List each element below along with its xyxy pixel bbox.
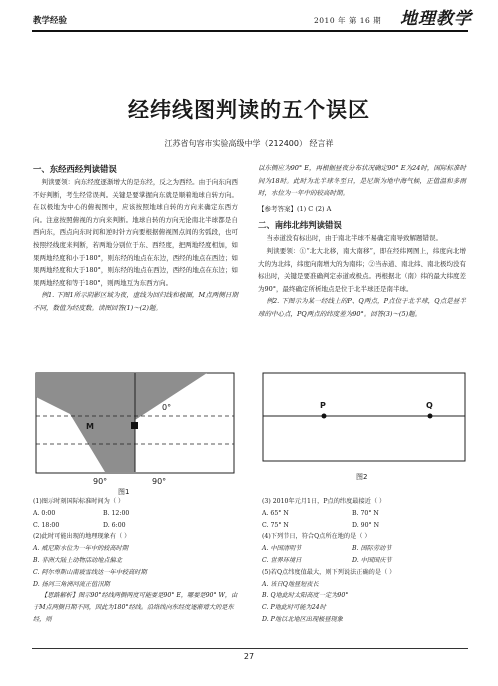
question-4-options-row-2 <box>262 555 468 567</box>
left-questions <box>33 496 238 626</box>
right-questions <box>262 496 468 626</box>
journal-brand-logo: 地理教学 <box>400 9 472 29</box>
question-3-options-row-1 <box>262 508 468 520</box>
paragraph-rules-2: 判读要领：①“北大北移，南大南移”，即在经纬网图上，纬度向北增大的为北纬，纬度向南增大的为南纬；②当赤道、南北纬、南北极均没有标出时，关键是要准确判定赤道或极点。再根据北（南）纬的最大纬度差为90°，最终确定所析地点是位于北半球还是南半球。 <box>258 246 466 293</box>
section-heading-1: 一、东经西经判读错误 <box>33 164 117 174</box>
q1-option-d: D. 6:00 <box>103 521 126 529</box>
q5-option-a: A. 该日Q地昼短夜长 <box>262 580 319 588</box>
figure-1-right-bottom-label: 90° <box>152 477 167 486</box>
figure-1-point-label: M <box>86 422 94 431</box>
question-3: (3) 2010年元月1日，P点的纬度最接近（ ） <box>262 498 386 505</box>
point-m-marker <box>131 422 138 429</box>
example-1-intro: 例1. 下图1所示阴影区域为夜，虚线为回归线和极圈，M点两侧日期不同，数值为经度数。读图回答(1)～(2)题。 <box>33 291 238 312</box>
figure-1-diagram <box>35 372 235 475</box>
footer-rule <box>32 648 468 649</box>
q3-option-b: B. 70° N <box>352 509 379 517</box>
point-q-marker <box>428 414 433 419</box>
q4-option-b: B. 国际劳动节 <box>352 545 392 553</box>
running-header-section: 教学经验 <box>33 16 68 26</box>
paragraph-2: 当赤道没有标出时，由于南北半球不易确定南导致解题错误。 <box>266 234 442 243</box>
q5-option-b: B. Q地此时太阳高度一定为90° <box>262 592 349 600</box>
question-4: (4)下列节日，符合Q点所在地的是（ ） <box>262 533 371 541</box>
q4-option-d: D. 中国国庆节 <box>352 556 392 564</box>
q1-option-a: A. 0:00 <box>33 509 56 517</box>
q4-option-a: A. 中国清明节 <box>262 545 302 553</box>
page-number: 27 <box>243 652 255 661</box>
q2-option-b: B. 非洲大陆上动物活动地点偏北 <box>33 556 122 564</box>
q2-option-a: A. 威尼斯水位为一年中的较高时期 <box>33 545 129 553</box>
figure-1-caption: 图1 <box>118 488 130 496</box>
paragraph-rules-1: 判读要领：向东经度逐渐增大的是东经，反之为西经。由于向东向西不好判断，考生经常误判。关键是要掌握向东就是顺着地球自转方向。在以极地为中心的俯视图中，应该按照地球自转的方向来确定东西方向。注意按照俯视的方向来判断。地球自转的方向无论南北半球都是自西向东，西点向东时间和逆时针方向要根据俯视图点间的劣弧段，也可按照经线度来判断，若两地分别位于东、西经度，把两地经度相加，如果两地经度和小于180°，则东经的地点在东边，西经的地点在西边；如果两地经度和大于180°，则东经的地点在西边，西经的地点在东边；如果两地经度和等于180°，则两地互为东西方向。 <box>33 178 238 287</box>
figure-2-caption: 图2 <box>356 473 368 481</box>
section-heading-2: 二、南纬北纬判读错误 <box>258 220 342 231</box>
question-2: (2)此时可能出现的地理现象有（ ） <box>33 533 131 541</box>
q1-option-b: B. 12:00 <box>103 509 130 517</box>
question-1: (1)图示时刻国际标准时间为（ ） <box>33 498 125 505</box>
q2-option-c: C. 阿尔卑斯山南坡雪线达一年中较高时期 <box>33 568 147 576</box>
question-1-options-row-2 <box>33 520 238 532</box>
header-rule <box>32 30 468 32</box>
question-3-options-row-2 <box>262 520 468 532</box>
running-header-issue: 2010 年 第 16 期 <box>314 16 382 25</box>
question-4-options-row-1 <box>262 543 468 555</box>
example-2-intro: 例2. 下图示为某一经线上的P、Q两点，P点位于北半球，Q点是昼半球的中心点，PQ两点的纬度差为90°。回答(3)～(5)题。 <box>258 297 466 318</box>
question-5: (5)若Q点纬度值最大，则下列说法正确的是（ ） <box>262 568 396 576</box>
q1-option-c: C. 18:00 <box>33 521 60 529</box>
solution-analysis: 【思路解析】图示90°经线两侧两度可能要是90° E，哪要是90° W，由于M点两侧日期不同，因此为180°经线。沿络线向东经度逐渐增大的是东经，则 <box>33 592 238 623</box>
figure-1-left-bottom-label: 90° <box>93 477 108 486</box>
figure-2-diagram <box>262 372 466 462</box>
q5-option-d: D. P地以北地区出现极昼现象 <box>262 615 343 623</box>
solution-continuation: 以东侧应为90° E，再根据昼夜分布状况确定90° E为24时，国际标准时间为18时。此时为北半球冬至日，是尼斯为地中海气候，正值温和多雨时，水位为一年中的较高时期。 <box>258 164 466 198</box>
answer-key-1: 【参考答案】(1) C (2) A <box>258 204 332 213</box>
q3-option-a: A. 65° N <box>262 509 289 517</box>
figure-2-q-label: Q <box>426 401 433 410</box>
q2-option-d: D. 扬河三角洲河流正值汛期 <box>33 580 110 588</box>
q4-option-c: C. 世界环境日 <box>262 556 302 564</box>
left-column <box>33 162 238 315</box>
q3-option-d: D. 90° N <box>352 521 380 529</box>
q5-option-c: C. P地此时可能为24时 <box>262 604 326 612</box>
figure-2-p-label: P <box>320 401 326 410</box>
right-column <box>258 162 466 321</box>
figure-1-top-label: 0° <box>162 403 172 412</box>
point-p-marker <box>322 414 327 419</box>
article-title: 经纬线图判读的五个误区 <box>128 97 370 122</box>
article-author: 江苏省句容市实验高级中学（212400） 经言祥 <box>164 139 334 148</box>
q3-option-c: C. 75° N <box>262 521 289 529</box>
question-1-options-row-1 <box>33 508 238 520</box>
